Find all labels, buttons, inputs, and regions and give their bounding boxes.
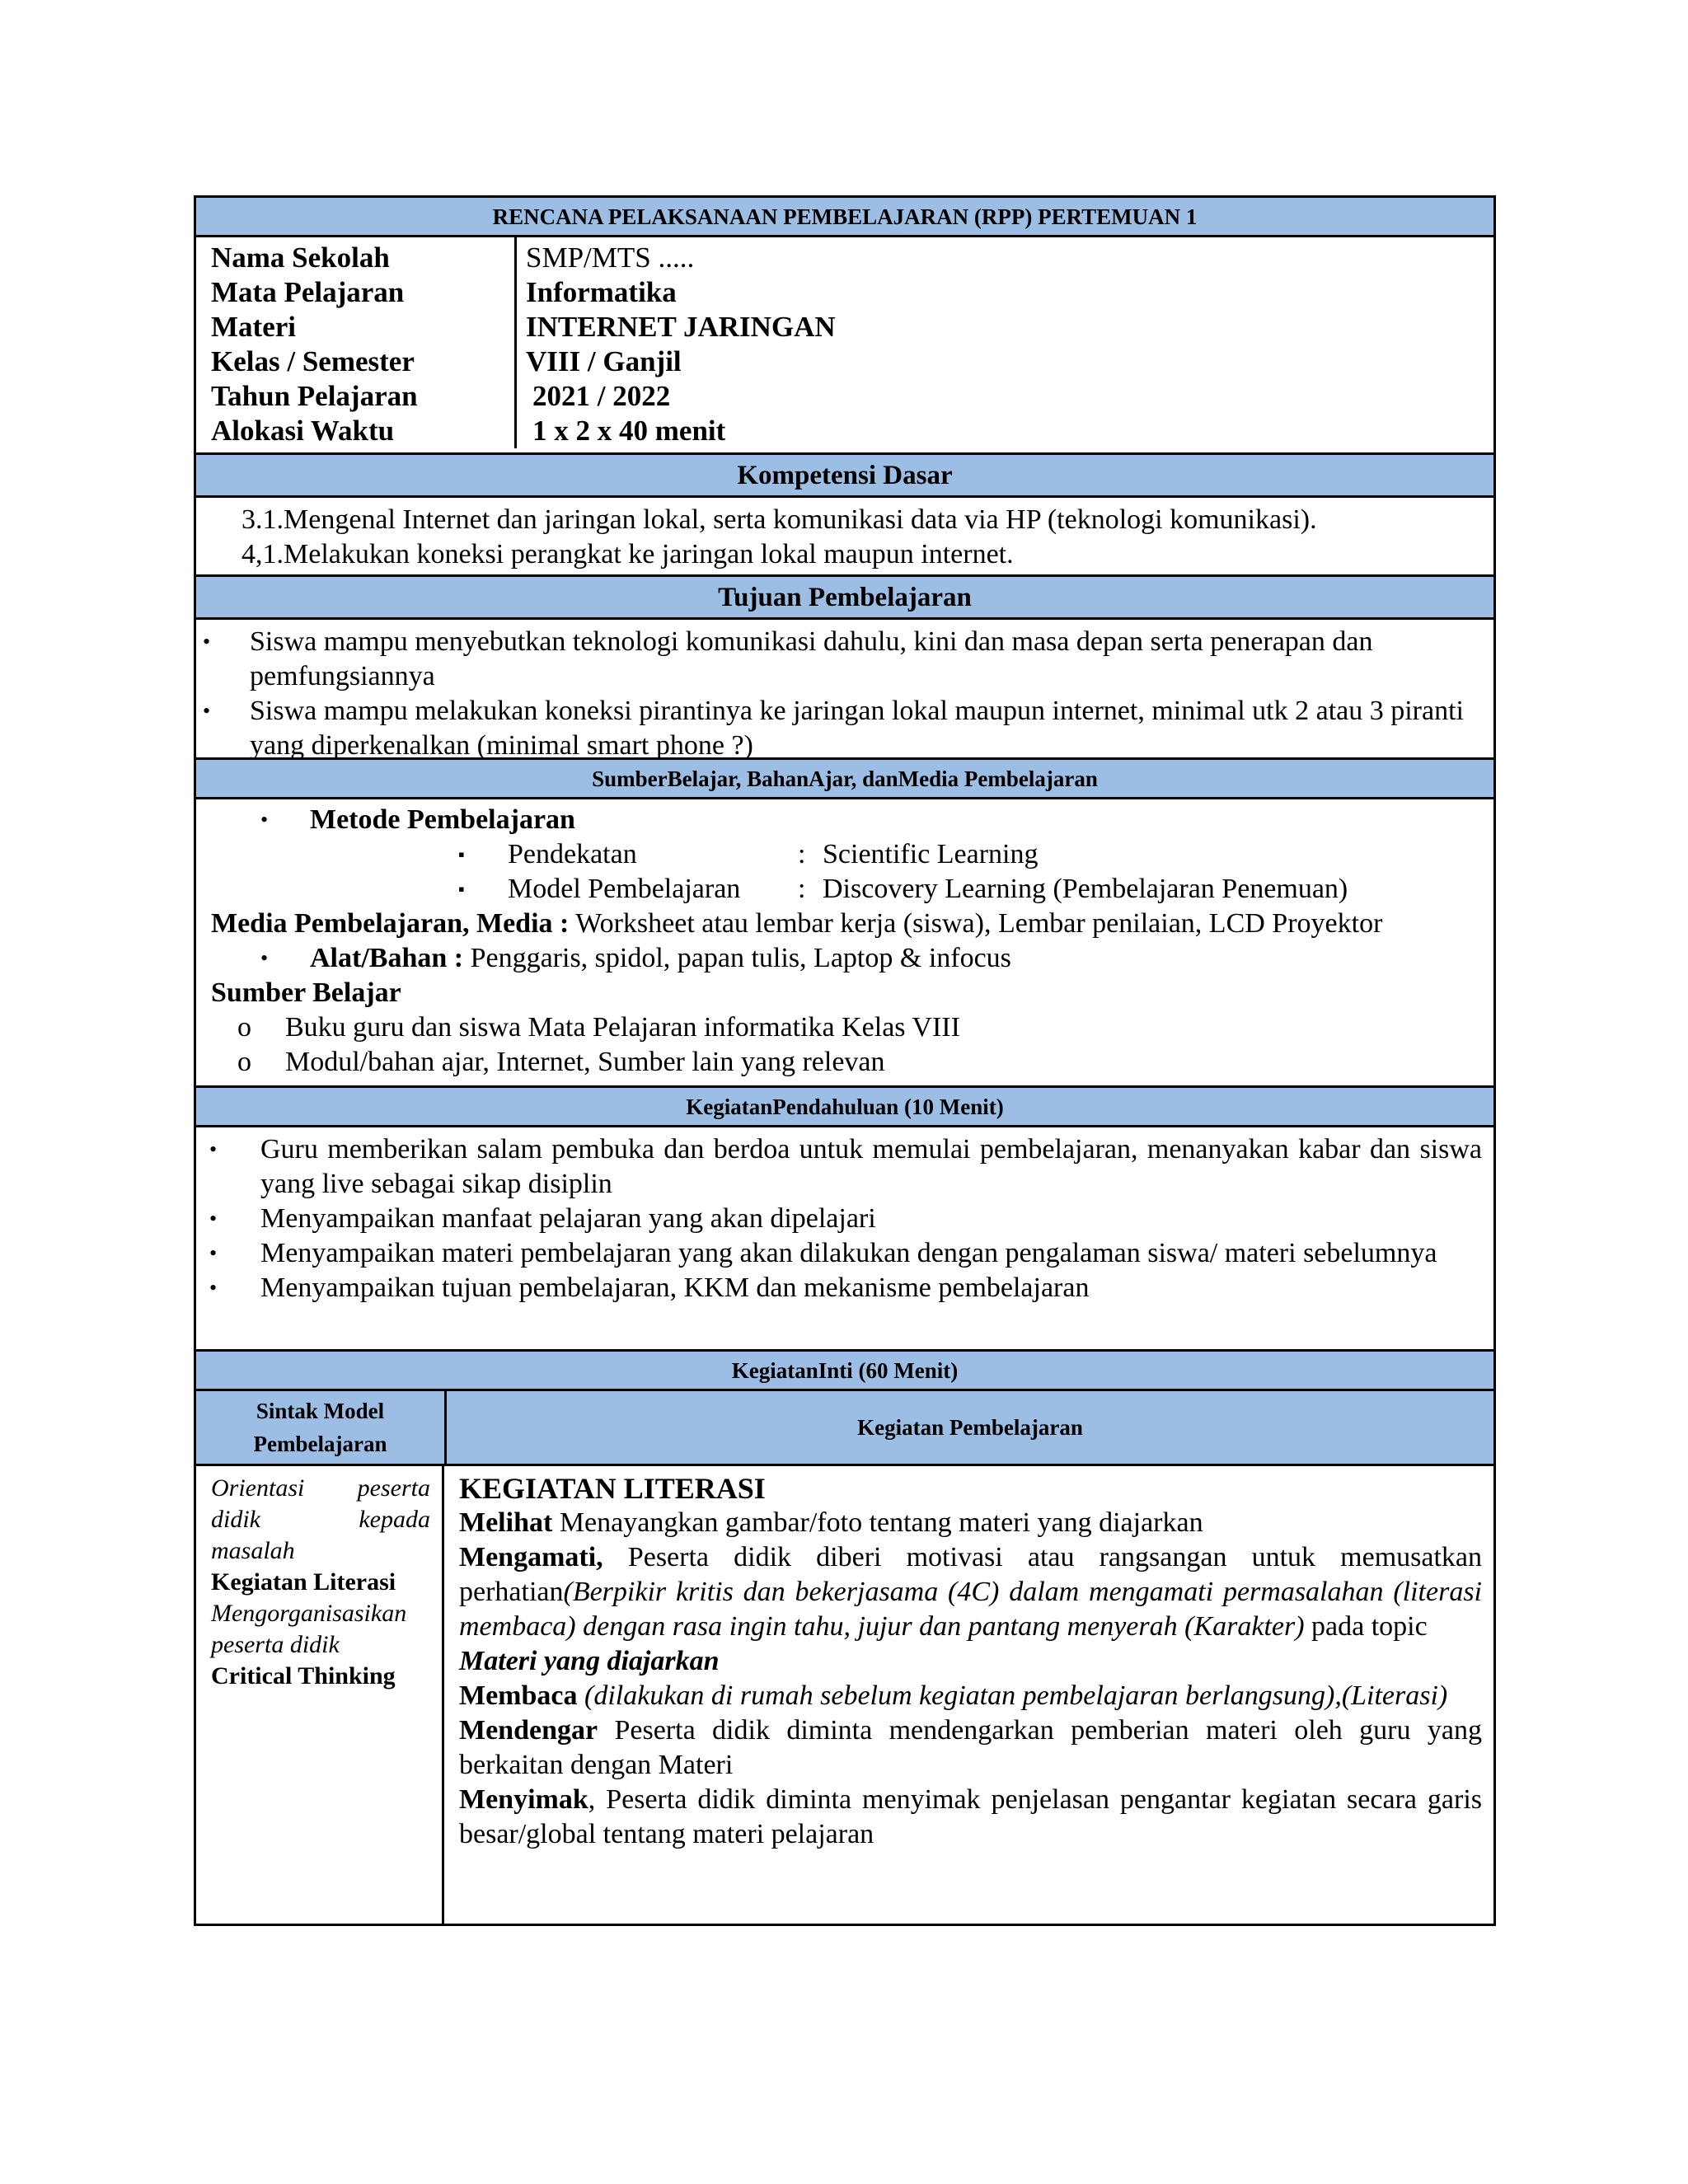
inti-heading: KegiatanInti (60 Menit) xyxy=(196,1352,1493,1391)
sintak-header-line: Pembelajaran xyxy=(253,1432,387,1456)
metode-value-2: Discovery Learning (Pembelajaran Penemuan) xyxy=(823,874,1348,904)
sintak-line: Kegiatan Literasi xyxy=(211,1568,396,1596)
tujuan-text: Siswa mampu melakukan koneksi pirantinya ke jaringan lokal maupun internet, minimal utk 2 atau 3 piranti yang diperkenalkan (minimal smart phone ?) xyxy=(250,696,1464,761)
tujuan-item xyxy=(196,625,1493,694)
mendengar-para: Mendengar Peserta didik diminta mendengarkan pemberian materi oleh guru yang berkaitan dengan Materi xyxy=(459,1715,1482,1780)
inti-table-body xyxy=(196,1466,1493,1924)
pendahuluan-item xyxy=(196,1236,1493,1271)
bullet-icon: • xyxy=(203,630,211,654)
bullet-icon: • xyxy=(260,946,269,970)
info-row xyxy=(196,275,1493,310)
pendahuluan-text: Menyampaikan materi pembelajaran yang akan dilakukan dengan pengalaman siswa/ materi sebelumnya xyxy=(260,1238,1437,1268)
info-row xyxy=(196,310,1493,344)
info-label: Tahun Pelajaran xyxy=(211,380,418,412)
alat-line xyxy=(310,941,1011,976)
alat-value: Penggaris, spidol, papan tulis, Laptop & infocus xyxy=(463,943,1011,973)
sintak-cell xyxy=(196,1466,444,1924)
pendahuluan-item xyxy=(196,1202,1493,1236)
sintak-line: Orientasi peserta xyxy=(211,1474,430,1502)
info-row xyxy=(196,414,1493,448)
square-bullet-icon: ▪ xyxy=(458,879,465,899)
info-value: Informatika xyxy=(526,276,677,308)
media-label: Media Pembelajaran, Media : xyxy=(211,908,570,939)
info-value: INTERNET JARINGAN xyxy=(526,311,836,343)
melihat-para: Melihat Menayangkan gambar/foto tentang materi yang diajarkan xyxy=(459,1507,1203,1538)
info-row xyxy=(196,344,1493,379)
alat-label: Alat/Bahan : xyxy=(310,943,464,973)
identity-section xyxy=(196,237,1493,455)
mengamati-para: Mengamati, Peserta didik diberi motivasi atau rangsangan untuk memusatkan perhatian(Berpikir kritis dan bekerjasama (4C) dalam mengamati permasalahan (literasi membaca) dengan rasa ingin tahu, jujur dan pantang menyerah (Karakter) pada topic xyxy=(459,1542,1482,1642)
membaca-para: Membaca (dilakukan di rumah sebelum kegiatan pembelajaran berlangsung),(Literasi) xyxy=(459,1680,1448,1711)
sintak-line: masalah xyxy=(211,1537,295,1564)
metode-label: Metode Pembelajaran xyxy=(310,804,575,835)
document-title: RENCANA PELAKSANAAN PEMBELAJARAN (RPP) PERTEMUAN 1 xyxy=(196,198,1493,237)
sintak-header xyxy=(196,1391,447,1464)
sumber-section xyxy=(196,799,1493,1088)
bullet-icon: • xyxy=(203,699,211,723)
sintak-line: peserta didik xyxy=(211,1631,340,1658)
info-label: Materi xyxy=(211,311,296,343)
media-value: Worksheet atau lembar kerja (siswa), Lembar penilaian, LCD Proyektor xyxy=(569,908,1383,939)
circle-bullet-icon: o xyxy=(237,1047,251,1077)
metode-sep-1: : xyxy=(798,839,806,869)
square-bullet-icon: ▪ xyxy=(458,844,465,865)
pendahuluan-text: Menyampaikan tujuan pembelajaran, KKM dan mekanisme pembelajaran xyxy=(260,1272,1090,1303)
bullet-icon: • xyxy=(209,1207,218,1230)
info-row xyxy=(196,379,1493,414)
metode-label-2: Model Pembelajaran xyxy=(508,874,741,904)
kegiatan-header: Kegiatan Pembelajaran xyxy=(857,1414,1083,1440)
rpp-table xyxy=(194,195,1496,1926)
info-label: Nama Sekolah xyxy=(211,241,390,274)
kompetensi-section xyxy=(196,498,1493,577)
info-value: 2021 / 2022 xyxy=(532,380,671,412)
kompetensi-item: 3.1.Mengenal Internet dan jaringan lokal, serta komunikasi data via HP (teknologi komunikasi). xyxy=(241,504,1317,535)
kompetensi-heading: Kompetensi Dasar xyxy=(196,455,1493,498)
menyimak-para: Menyimak, Peserta didik diminta menyimak penjelasan pengantar kegiatan secara garis besar/global tentang materi pelajaran xyxy=(459,1784,1482,1849)
bullet-icon: • xyxy=(260,808,269,832)
tujuan-item xyxy=(196,694,1493,763)
tujuan-section xyxy=(196,620,1493,760)
circle-bullet-icon: o xyxy=(237,1012,251,1043)
bullet-icon: • xyxy=(209,1276,218,1300)
pendahuluan-item xyxy=(196,1132,1493,1202)
pendahuluan-text: Menyampaikan manfaat pelajaran yang akan dipelajari xyxy=(260,1203,876,1234)
materi-heading: Materi yang diajarkan xyxy=(459,1646,720,1676)
sintak-line: didik kepada xyxy=(211,1506,430,1533)
sintak-line: Mengorganisasikan xyxy=(211,1600,407,1627)
sumber-item: Modul/bahan ajar, Internet, Sumber lain yang relevan xyxy=(285,1047,885,1077)
sumber-item: Buku guru dan siswa Mata Pelajaran informatika Kelas VIII xyxy=(285,1012,960,1043)
kegiatan-cell xyxy=(444,1466,1493,1924)
sintak-header-line: Sintak Model xyxy=(256,1399,385,1423)
sumber-belajar-label: Sumber Belajar xyxy=(211,977,401,1008)
info-row xyxy=(196,241,1493,275)
media-line xyxy=(211,907,1382,941)
sumber-heading: SumberBelajar, BahanAjar, danMedia Pembelajaran xyxy=(196,760,1493,799)
info-value: SMP/MTS ..... xyxy=(526,241,695,274)
tujuan-heading: Tujuan Pembelajaran xyxy=(196,577,1493,620)
bullet-icon: • xyxy=(209,1241,218,1265)
metode-value-1: Scientific Learning xyxy=(823,839,1039,869)
metode-label-1: Pendekatan xyxy=(508,839,637,869)
info-value: 1 x 2 x 40 menit xyxy=(532,415,726,447)
tujuan-text: Siswa mampu menyebutkan teknologi komunikasi dahulu, kini dan masa depan serta penerapan dan pemfungsiannya xyxy=(250,626,1373,691)
info-label: Mata Pelajaran xyxy=(211,276,405,308)
pendahuluan-section xyxy=(196,1127,1493,1352)
info-label: Kelas / Semester xyxy=(211,345,415,377)
pendahuluan-text: Guru memberikan salam pembuka dan berdoa untuk memulai pembelajaran, menanyakan kabar dan siswa yang live sebagai sikap disiplin xyxy=(260,1134,1482,1199)
metode-sep-2: : xyxy=(798,874,806,904)
pendahuluan-heading: KegiatanPendahuluan (10 Menit) xyxy=(196,1088,1493,1127)
inti-table-header xyxy=(196,1391,1493,1466)
pendahuluan-item xyxy=(196,1271,1493,1305)
bullet-icon: • xyxy=(209,1137,218,1161)
info-value: VIII / Ganjil xyxy=(526,345,682,377)
kompetensi-item: 4,1.Melakukan koneksi perangkat ke jaringan lokal maupun internet. xyxy=(241,539,1014,569)
literasi-title: KEGIATAN LITERASI xyxy=(459,1472,766,1505)
sintak-line: Critical Thinking xyxy=(211,1662,396,1690)
info-label: Alokasi Waktu xyxy=(211,415,395,447)
